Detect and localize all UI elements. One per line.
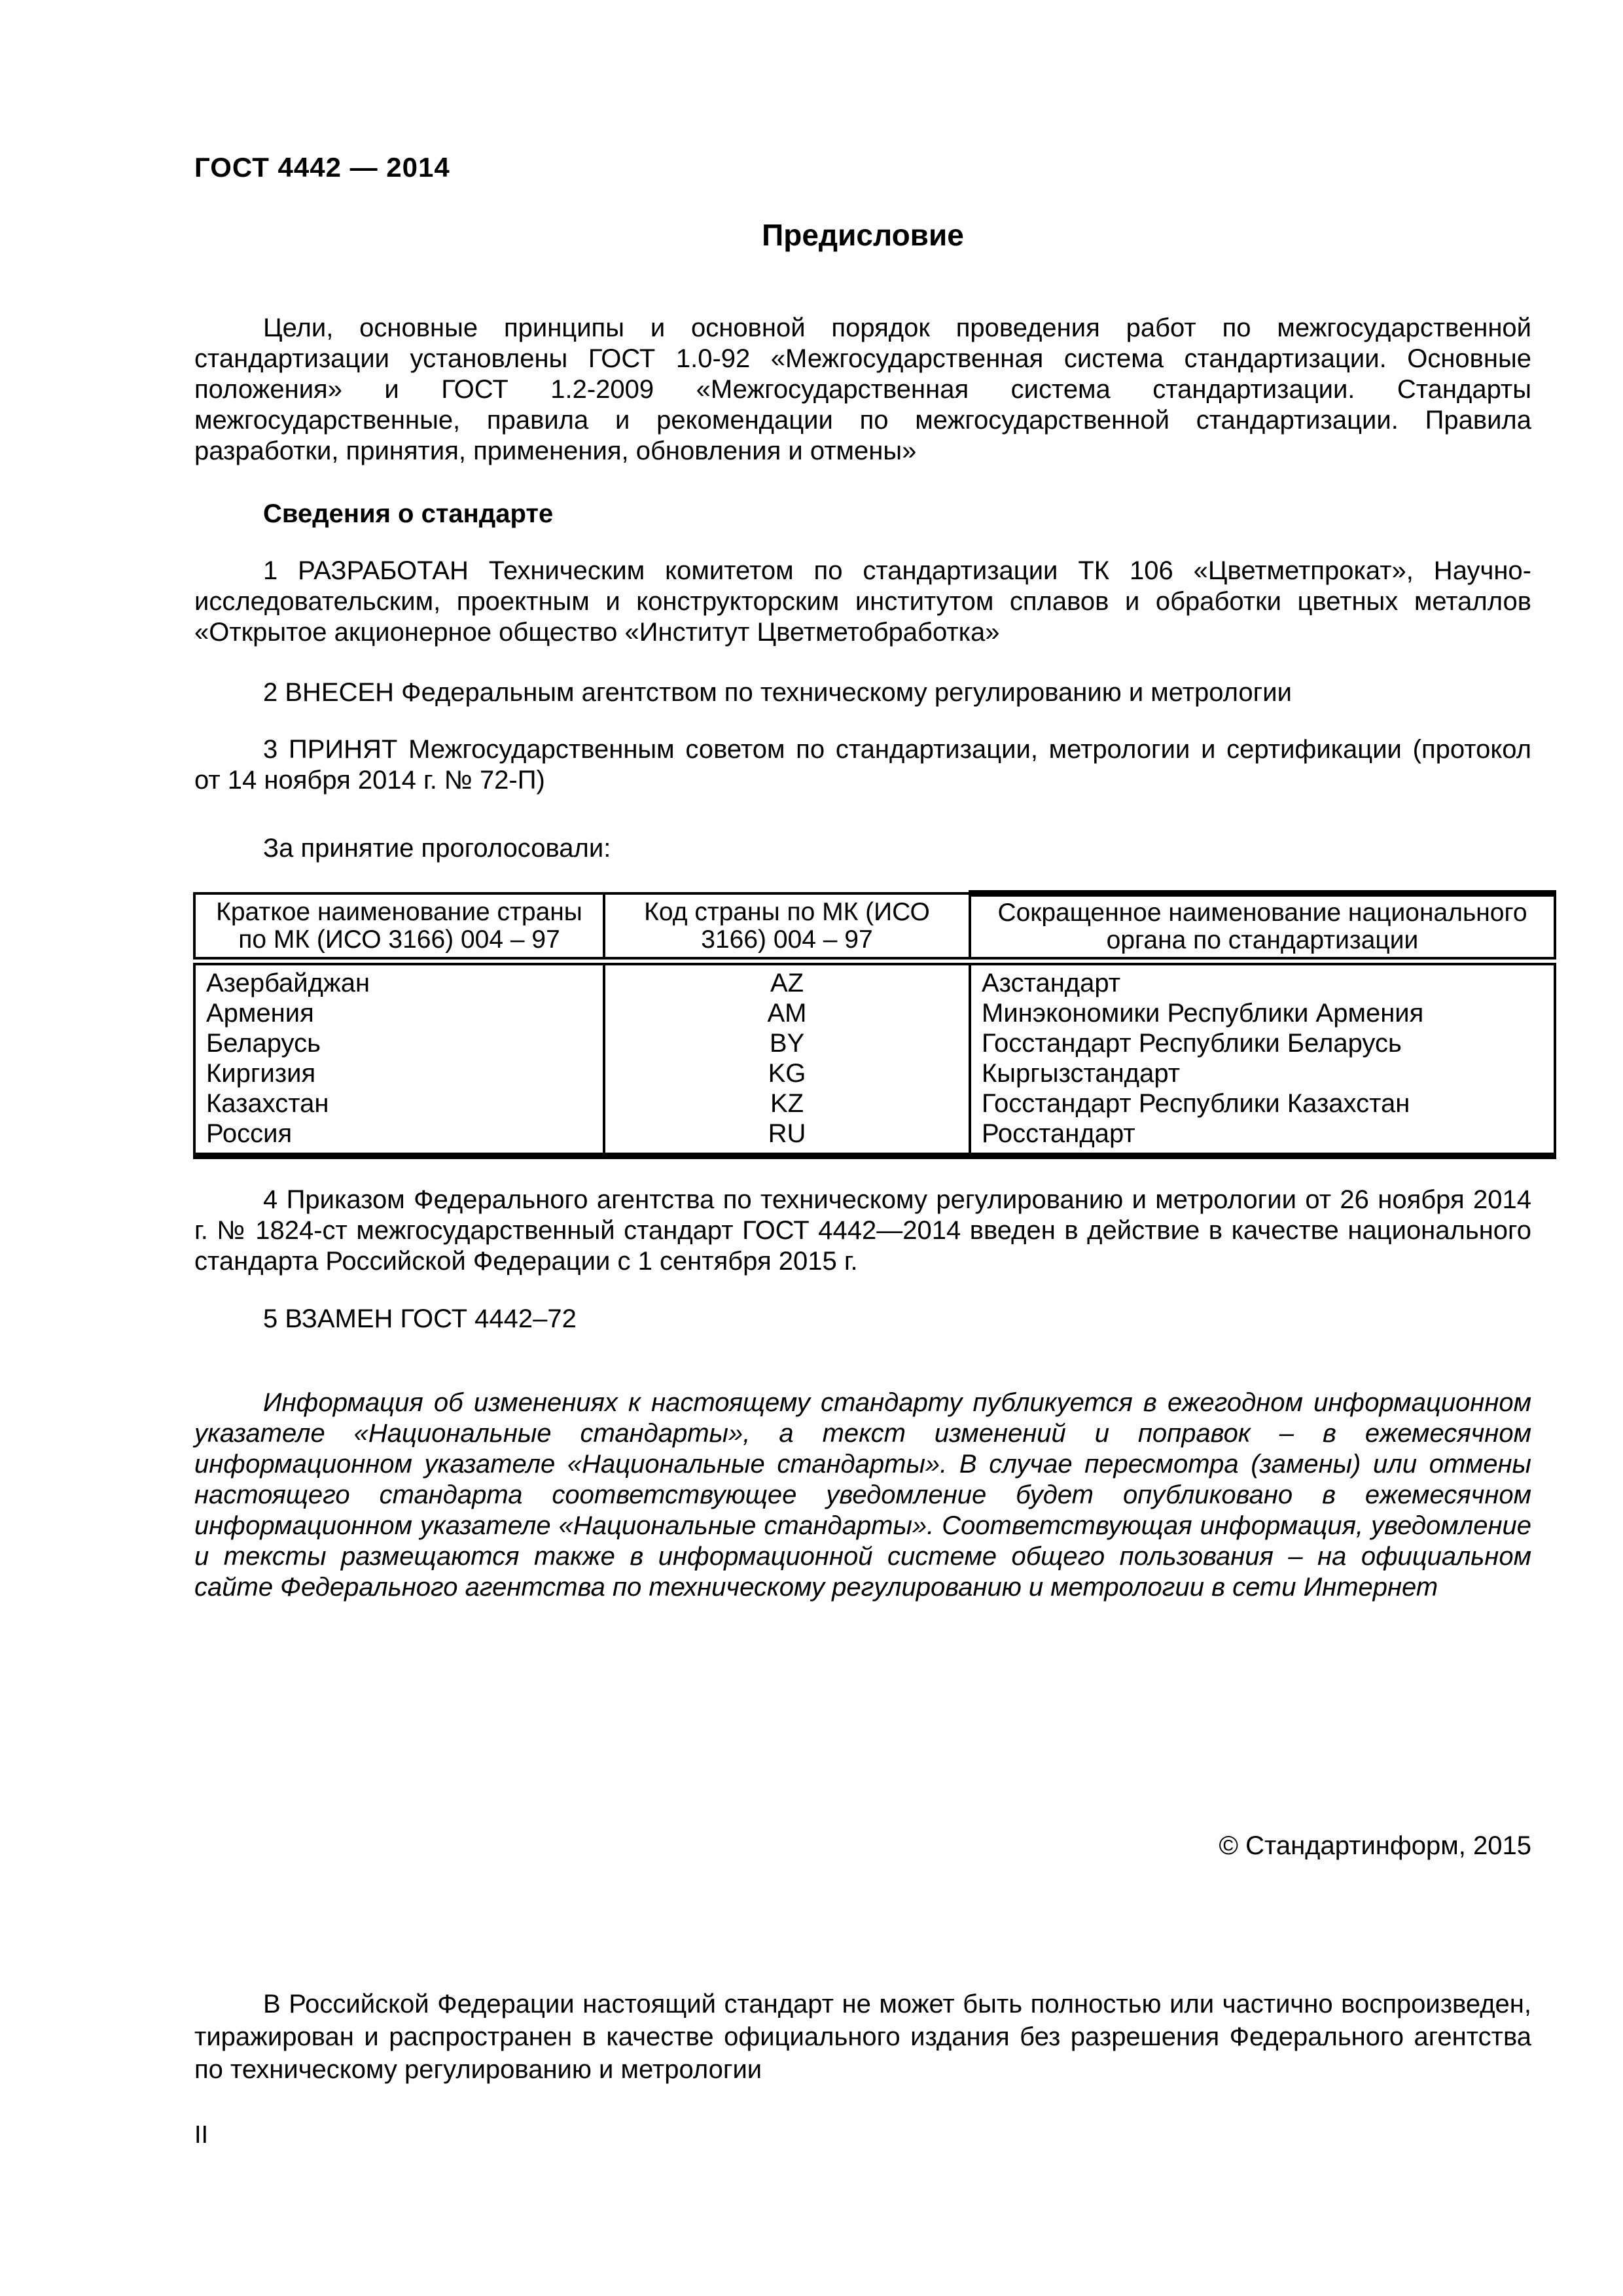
adopted-item: 3 ПРИНЯТ Межгосударственным советом по стандартизации, метрологии и сертификации (протокол от 14 ноября 2014 г. № 72-П) [194, 735, 1531, 795]
table-cell: Киргизия [194, 1058, 604, 1088]
table-cell: Казахстан [194, 1088, 604, 1119]
table-cell: Армения [194, 998, 604, 1028]
replaces-item: 5 ВЗАМЕН ГОСТ 4442–72 [263, 1304, 577, 1333]
table-cell: Азербайджан [194, 961, 604, 999]
table-row [194, 1058, 1555, 1088]
order-item: 4 Приказом Федерального агентства по техническому регулированию и метрологии от 26 ноября 2014 г. № 1824-ст межгосударственный стандарт ГОСТ 4442—2014 введен в действие в качестве национального стандарта Российской Федерации с 1 сентября 2015 г. [194, 1185, 1531, 1276]
page-number: II [194, 2121, 209, 2149]
doc-code: ГОСТ 4442 — 2014 [194, 152, 450, 183]
table-cell: AZ [770, 969, 804, 997]
table-cell: Беларусь [194, 1028, 604, 1058]
table-row [194, 961, 1555, 999]
table-cell: AM [767, 999, 807, 1028]
vote-table-head [194, 893, 1555, 961]
table-header-code: Код страны по МК (ИСО 3166) 004 – 97 [604, 893, 970, 961]
table-header-row [194, 893, 1555, 961]
table-cell: KZ [770, 1089, 804, 1118]
vote-table-body [194, 961, 1555, 1157]
table-row [194, 1119, 1555, 1156]
table-cell: Минэкономики Республики Армения [970, 998, 1555, 1028]
table-row [194, 1028, 1555, 1058]
intro-paragraph: Цели, основные принципы и основной порядок проведения работ по межгосударственной стандартизации установлены ГОСТ 1.0-92 «Межгосударственная система стандартизации. Основные положения» и ГОСТ 1.2-2009 «Межгосударственная система стандартизации. Стандарты межгосударственные, правила и рекомендации по межгосударственной стандартизации. Правила разработки, принятия, применения, обновления и отмены» [194, 314, 1531, 465]
table-cell: Госстандарт Республики Беларусь [970, 1028, 1555, 1058]
table-cell: Кыргызстандарт [970, 1058, 1555, 1088]
table-cell: RU [604, 1119, 970, 1156]
table-cell: Росстандарт [970, 1119, 1555, 1156]
submitted-item: 2 ВНЕСЕН Федеральным агентством по техническому регулированию и метрологии [263, 678, 1292, 707]
table-header-body-name: Сокращенное наименование национального органа по стандартизации [970, 893, 1555, 961]
page-title: Предисловие [762, 218, 964, 252]
table-cell: Россия [194, 1119, 604, 1156]
developed-item: 1 РАЗРАБОТАН Техническим комитетом по стандартизации ТК 106 «Цветметпрокат», Научно-исследовательским, проектным и конструкторским институтом сплавов и обработки цветных металлов «Открытое акционерное общество «Институт Цветметобработка» [194, 556, 1531, 647]
table-row [194, 998, 1555, 1028]
table-header-country: Краткое наименование страны по МК (ИСО 3166) 004 – 97 [194, 893, 604, 961]
table-cell: KG [768, 1059, 806, 1088]
table-cell: Азстандарт [970, 961, 1555, 999]
copyright-notice: © Стандартинформ, 2015 [1219, 1831, 1531, 1860]
page-content [194, 0, 1531, 2148]
table-cell: Госстандарт Республики Казахстан [970, 1088, 1555, 1119]
reproduction-restriction: В Российской Федерации настоящий стандарт не может быть полностью или частично воспроизведен, тиражирован и распространен в качестве официального издания без разрешения Федерального агентства по техническому регулированию и метрологии [194, 1990, 1531, 2084]
vote-heading: За принятие проголосовали: [263, 834, 611, 863]
table-cell: BY [769, 1029, 805, 1058]
changes-notice: Информация об изменениях к настоящему стандарту публикуется в ежегодном информационном указателе «Национальные стандарты», а текст изменений и поправок – в ежемесячном информационном указателе «Национальные стандарты». В случае пересмотра (замены) или отмены настоящего стандарта соответствующее уведомление будет опубликовано в ежемесячном информационном указателе «Национальные стандарты». Соответствующая информация, уведомление и тексты размещаются также в информационной системе общего пользования – на официальном сайте Федерального агентства по техническому регулированию и метрологии в сети Интернет [194, 1388, 1531, 1602]
vote-table [193, 890, 1556, 1159]
standard-info-heading: Сведения о стандарте [263, 499, 554, 528]
table-row [194, 1088, 1555, 1119]
